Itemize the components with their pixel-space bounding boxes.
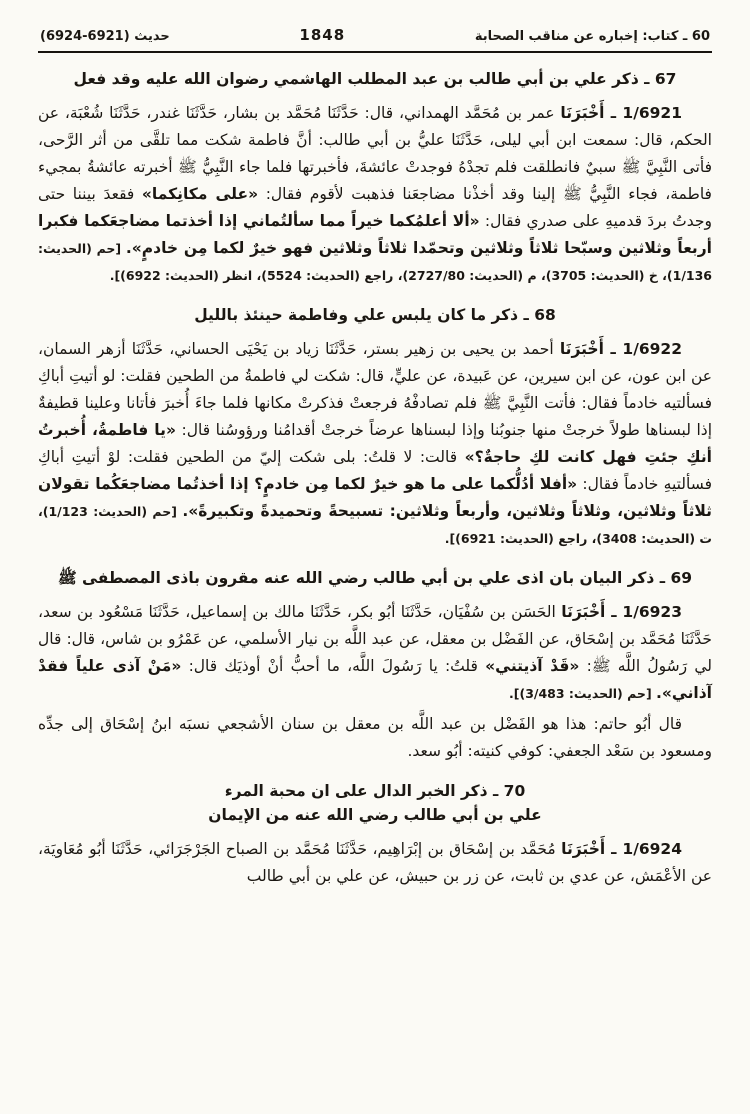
hadith-6921-quote-2: «ألا أعلمُكما خيراً مما سألتُماني إذا أخذتما مضاجعَكما فكبرا أربعاً وثلاثين وسبّحا ثلاثاً وثلاثين وتحمّدا ثلاثاً وثلاثين فهو خيرٌ لكما مِن خادمٍ». [38, 212, 712, 257]
hadith-6921-paragraph [38, 100, 712, 289]
section-70-heading-line-1: 70 ـ ذكر الخبر الدال على ان محبة المرء [224, 782, 526, 800]
header-hadith-range: حديث (6921-6924) [40, 29, 170, 44]
header-page-number: 1848 [299, 26, 346, 44]
hadith-6924-paragraph [38, 836, 712, 890]
hadith-6922-text-2: قالت: لا قلتُ: بلى شكت إليّ من الطحين فقلت: لوْ أتيتِ أباكِ فسألتيهِ خادماً فقال: [38, 448, 712, 493]
hadith-6924-number: 1/6924 ـ أَخْبَرَنَا [561, 840, 682, 858]
hadith-6923-text-2: قلتُ: يا رَسُولَ اللَّه، ما أحبُّ أنْ أوذيَك قال: [181, 657, 486, 675]
abu-hatim-note-paragraph [38, 711, 712, 765]
section-70-heading [38, 779, 712, 827]
hadith-6923-paragraph [38, 599, 712, 707]
hadith-6924-isnad-text: مُحَمَّد بن إسْحَاق بن إبْرَاهِيم، حَدَّثَنَا مُحَمَّد بن الصباح الجَرْجَرَائي، حَدَّثَنَا أبُو مُعَاويَة، عن الأعْمَش، عن عدي بن ثابت، عن زر بن حبيش، عن علي بن أبي طالب [38, 840, 712, 885]
hadith-6921-isnad-text: عمر بن مُحَمَّد الهمداني، قال: حَدَّثَنَا مُحَمَّد بن بشار، حَدَّثَنَا غندر، حَدَّثَنَا شُعْبَة، عن الحكم، قال: سمعت ابن أبي ليلى، حَدَّثَنَا عليُّ بن أبي طالب: أنَّ فاطمة شكت مما تلقَّى من أثر الرَّحى، فأتى النَّبِيَّ ﷺ سبيٌ فانطلقت فلم تجدْهُ فوجدتْ عائشةَ، فأخبرتها فلما جاء النَّبِيُّ ﷺ أخبرته عائشةُ بمجيء فاطمة، فجاء النَّبِيُّ ﷺ إلينا وقد أخذْنا مضاجعَنا فذهبت لأقوم فقال: [38, 104, 712, 203]
hadith-6923-number: 1/6923 ـ أَخْبَرَنَا [561, 603, 682, 621]
hadith-6922-number: 1/6922 ـ أَخْبَرَنَا [559, 340, 682, 358]
header-book-title: 60 ـ كتاب: إخباره عن مناقب الصحابة [474, 29, 710, 44]
header-divider [38, 51, 712, 53]
hadith-6922-paragraph [38, 336, 712, 552]
section-68-heading: 68 ـ ذكر ما كان يلبس علي وفاطمة حينئذ بالليل [194, 306, 556, 324]
hadith-6923-takhrij-reference: [حم (الحديث: 3/483)]. [509, 686, 657, 701]
hadith-6923-quote-2: «مَنْ آذى علياً فقدْ آذاني». [38, 657, 712, 702]
hadith-6922-takhrij-reference: [حم (الحديث: 1/123)، ت (الحديث: 3408)، راجع (الحديث: 6921)]. [38, 504, 712, 546]
section-67-heading: 67 ـ ذكر علي بن أبي طالب بن عبد المطلب الهاشمي رضوان الله عليه وقد فعل [73, 70, 677, 88]
section-69-heading: 69 ـ ذكر البيان بان اذى علي بن أبي طالب رضي الله عنه مقرون باذى المصطفى ﷺ [57, 569, 693, 587]
hadith-6922-isnad-text: أحمد بن يحيى بن زهير بستر، حَدَّثَنَا زياد بن يَحْيَى الحساني، حَدَّثَنَا أزهر السمان، عن ابن عون، عن ابن سيرين، عن عَبيدة، عن عليٍّ، قال: شكت لي فاطمةُ من الطحين فقلت: لو أتيتِ أباكِ فسألتيه خادماً فقال: فأتت النَّبِيَّ ﷺ فلم تصادفْهُ فرجعتْ فذكرتْ مكانها فلما جاءَ أُخبرَ فأتانا وعلينا قطيفةٌ إذا لبسناها طولاً خرجتْ منها جنوبُنا وإذا لبسناها عرضاً خرجتْ أقدامُنا ورؤوسُنا قال: [38, 340, 712, 439]
section-70-heading-line-2: علي بن أبي طالب رضي الله عنه من الإيمان [208, 806, 542, 824]
hadith-6921-quote-1: «على مكانِكما» [141, 185, 259, 203]
hadith-6923-quote-1: «قَدْ آذيتني» [485, 657, 580, 675]
hadith-6922-quote-2: «أفلا أدُلُّكما على ما هو خيرٌ لكما مِن خادمٍ؟ إذا أخذتُما مضاجعَكُما تقولان ثلاثاً وثلاثين، وثلاثاً وثلاثين، وأربعاً وثلاثين: تسبيحةً وتحميدةً وتكبيرةً». [38, 475, 712, 520]
hadith-6923-isnad-text: الحَسَن بن سُفْيَان، حَدَّثَنَا أبُو بكر، حَدَّثَنَا مالك بن إسماعيل، حَدَّثَنَا مَسْعُود بن سعد، حَدَّثَنَا مُحَمَّد بن إسْحَاق، عن الفَضْل بن معقل، عن عبد اللَّه بن نيار الأسلمي، عن عَمْرُو بن شاس، قال: قال لي رَسُولُ اللَّه ﷺ: [38, 603, 713, 675]
hadith-6921-number: 1/6921 ـ أَخْبَرَنَا [560, 104, 682, 122]
abu-hatim-note-text: قال أبُو حاتم: هذا هو الفَضْل بن عبد اللَّه بن معقل بن سنان الأشجعي نسبَه ابنُ إسْحَاق إلى جدِّه ومسعود بن سَعْد الجعفي: كوفي كنيته: أبُو سعد. [38, 715, 712, 760]
hadith-6922-quote-1: «يا فاطمةُ، أُخبرتُ أنكِ جئتِ فهل كانت لكِ حاجةٌ؟» [38, 421, 712, 466]
page-header [38, 26, 712, 51]
hadith-6921-takhrij-reference: [حم (الحديث: 1/136)، خ (الحديث: 3705)، م (الحديث: 2727/80)، راجع (الحديث: 5524)، انظر (الحديث: 6922)]. [38, 241, 712, 283]
hadith-6921-text-2: فقعدَ بيننا حتى وجدتُ بردَ قدميهِ على صدري فقال: [38, 185, 712, 230]
page-body [38, 67, 712, 890]
